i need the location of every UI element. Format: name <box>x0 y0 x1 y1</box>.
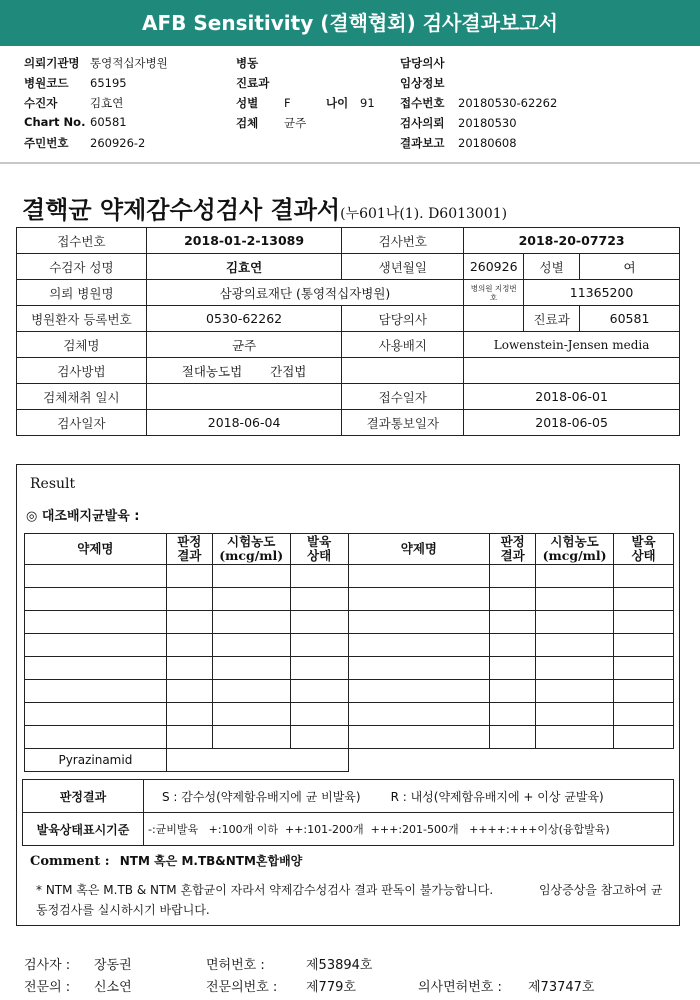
hospital-code-label: 병원코드 <box>24 76 69 90</box>
request-date-value: 20180530 <box>458 116 517 130</box>
medium-label: 사용배지 <box>342 332 464 358</box>
patient-name-value: 김효연 <box>90 96 124 110</box>
specimen-label: 검체명 <box>17 332 147 358</box>
table-row <box>23 813 674 846</box>
tester-value: 장동권 <box>94 958 132 973</box>
hospital-value: 삼광의료재단 (통영적십자병원) <box>146 280 463 306</box>
empty-cell <box>342 358 464 384</box>
sex-label: 성별 <box>524 254 580 280</box>
table-row <box>25 565 674 588</box>
table-row <box>25 611 674 634</box>
test-date-label: 검사일자 <box>17 410 147 436</box>
exam-no-label: 검사번호 <box>342 228 464 254</box>
drug-sensitivity-table <box>24 533 674 772</box>
reg-no-value: 0530-62262 <box>146 306 342 332</box>
table-row <box>25 726 674 749</box>
header-right <box>400 55 557 155</box>
notify-date-label: 결과통보일자 <box>342 410 464 436</box>
result-label: Result <box>30 476 76 492</box>
tester-label: 검사자 : <box>24 958 71 973</box>
collect-label: 검체채취 일시 <box>17 384 147 410</box>
table-row <box>23 780 674 813</box>
table-row <box>25 634 674 657</box>
method-label: 검사방법 <box>17 358 147 384</box>
comment-value: NTM 혹은 M.TB&NTM혼합배양 <box>119 854 303 868</box>
report-date-value: 20180608 <box>458 136 517 150</box>
judge-header: 판정 결과 <box>490 534 536 565</box>
dob-label: 생년월일 <box>342 254 464 280</box>
tester-signature <box>24 954 132 973</box>
request-date-label: 검사의뢰 <box>400 116 445 130</box>
header-divider <box>0 162 700 164</box>
empty-cell <box>464 358 680 384</box>
judge-legend-text <box>144 780 674 813</box>
specialist-license-signature <box>206 976 356 995</box>
accept-date-value: 2018-06-01 <box>464 384 680 410</box>
drug-name-header: 약제명 <box>348 534 490 565</box>
ward-label: 병동 <box>236 56 259 70</box>
age-value: 91 <box>360 96 375 110</box>
table-row <box>25 703 674 726</box>
table-row <box>17 254 680 280</box>
method-value <box>146 358 342 384</box>
patient-name-label: 수검자 성명 <box>17 254 147 280</box>
receipt-no-value: 20180530-62262 <box>458 96 558 110</box>
patient-name-label: 수진자 <box>24 96 58 110</box>
dept-label: 진료과 <box>236 76 270 90</box>
age-label: 나이 <box>326 96 349 110</box>
table-row <box>17 410 680 436</box>
method-absolute: 절대농도법 <box>181 363 243 379</box>
dob-value: 260926 <box>464 254 524 280</box>
report-date-label: 결과보고 <box>400 136 445 150</box>
specialist-label: 전문의 : <box>24 980 71 995</box>
header-mid <box>236 55 375 135</box>
chart-no-value: 60581 <box>90 115 127 129</box>
medium-value: Lowenstein-Jensen media <box>464 332 680 358</box>
designated-no-label: 병의원 지정번호 <box>464 280 524 306</box>
table-row <box>25 749 674 772</box>
doctor-label: 담당의사 <box>342 306 464 332</box>
doctor-value <box>464 306 524 332</box>
method-indirect: 간접법 <box>270 363 307 379</box>
hospital-code-value: 65195 <box>90 76 127 90</box>
license-label: 면허번호 : <box>206 958 265 973</box>
specialist-signature <box>24 976 132 995</box>
sex-value: F <box>284 96 291 110</box>
receipt-no-label: 접수번호 <box>17 228 147 254</box>
document-title <box>22 190 507 225</box>
specialist-value: 신소연 <box>94 980 132 995</box>
comment-row <box>30 852 302 869</box>
sex-value: 여 <box>580 254 680 280</box>
license-value: 제53894호 <box>306 958 373 973</box>
exam-no-value: 2018-20-07723 <box>464 228 680 254</box>
receipt-no-value: 2018-01-2-13089 <box>146 228 342 254</box>
judge-legend-s: S : 감수성(약제함유배지에 균 비발육) <box>162 789 361 804</box>
table-row <box>17 358 680 384</box>
resident-no-value: 260926-2 <box>90 136 146 150</box>
growth-header: 발육 상태 <box>290 534 348 565</box>
table-row <box>17 384 680 410</box>
receipt-no-label: 접수번호 <box>400 96 445 110</box>
conc-header: 시험농도 (mcg/ml) <box>212 534 290 565</box>
report-banner-title: AFB Sensitivity (결핵협회) 검사결과보고서 <box>0 0 700 46</box>
header-left <box>24 55 168 155</box>
legend-table <box>22 779 674 846</box>
drug-name-header: 약제명 <box>25 534 167 565</box>
doctor-license-signature <box>418 976 594 995</box>
resident-no-label: 주민번호 <box>24 136 69 150</box>
doctor-license-label: 의사면허번호 : <box>418 980 502 995</box>
growth-legend-text: -:균비발육 +:100개 이하 ++:101-200개 +++:201-500개 ++++:+++이상(융합발육) <box>144 813 674 846</box>
patient-info-table <box>16 227 680 436</box>
pyrazinamide-label: Pyrazinamid <box>25 749 167 772</box>
accept-date-label: 접수일자 <box>342 384 464 410</box>
patient-name-value: 김효연 <box>146 254 342 280</box>
table-row <box>25 657 674 680</box>
specimen-value: 균주 <box>146 332 342 358</box>
specialist-license-value: 제779호 <box>306 980 356 995</box>
control-culture-label: ◎ 대조배지균발육 : <box>26 509 140 524</box>
dept-value: 60581 <box>580 306 680 332</box>
growth-header: 발육 상태 <box>614 534 674 565</box>
judge-header: 판정 결과 <box>166 534 212 565</box>
specialist-license-label: 전문의번호 : <box>206 980 278 995</box>
designated-no-value: 11365200 <box>524 280 680 306</box>
doctor-label: 담당의사 <box>400 56 445 70</box>
table-row <box>17 228 680 254</box>
notify-date-value: 2018-06-05 <box>464 410 680 436</box>
clinical-info-label: 임상정보 <box>400 76 445 90</box>
test-date-value: 2018-06-04 <box>146 410 342 436</box>
table-row <box>25 680 674 703</box>
collect-value <box>146 384 342 410</box>
table-row <box>17 306 680 332</box>
chart-no-label: Chart No. <box>24 115 86 129</box>
growth-legend-label: 발육상태표시기준 <box>23 813 144 846</box>
hospital-label: 의뢰 병원명 <box>17 280 147 306</box>
table-row <box>17 280 680 306</box>
judge-legend-r: R : 내성(약제함유배지에 + 이상 균발육) <box>390 789 604 804</box>
document-title-code: (누601나(1). D6013001) <box>340 206 508 222</box>
hospital-name-label: 의뢰기관명 <box>24 56 80 70</box>
specimen-value: 균주 <box>284 116 307 130</box>
document-title-text: 결핵균 약제감수성검사 결과서 <box>22 195 341 224</box>
drug-table-header <box>25 534 674 565</box>
conc-header: 시험농도 (mcg/ml) <box>536 534 614 565</box>
table-row <box>25 588 674 611</box>
hospital-name-value: 통영적십자병원 <box>90 56 168 70</box>
license-signature <box>206 954 372 973</box>
doctor-license-value: 제73747호 <box>528 980 595 995</box>
reg-no-label: 병원환자 등록번호 <box>17 306 147 332</box>
table-row <box>17 332 680 358</box>
dept-label: 진료과 <box>524 306 580 332</box>
judge-legend-label: 판정결과 <box>23 780 144 813</box>
specimen-label: 검체 <box>236 116 259 130</box>
comment-note: * NTM 혹은 M.TB & NTM 혼합균이 자라서 약제감수성검사 결과 판독이 불가능합니다. 임상증상을 참고하여 균동정검사를 실시하시기 바랍니다. <box>36 883 663 917</box>
sex-label: 성별 <box>236 96 259 110</box>
comment-label: Comment : <box>30 854 110 869</box>
